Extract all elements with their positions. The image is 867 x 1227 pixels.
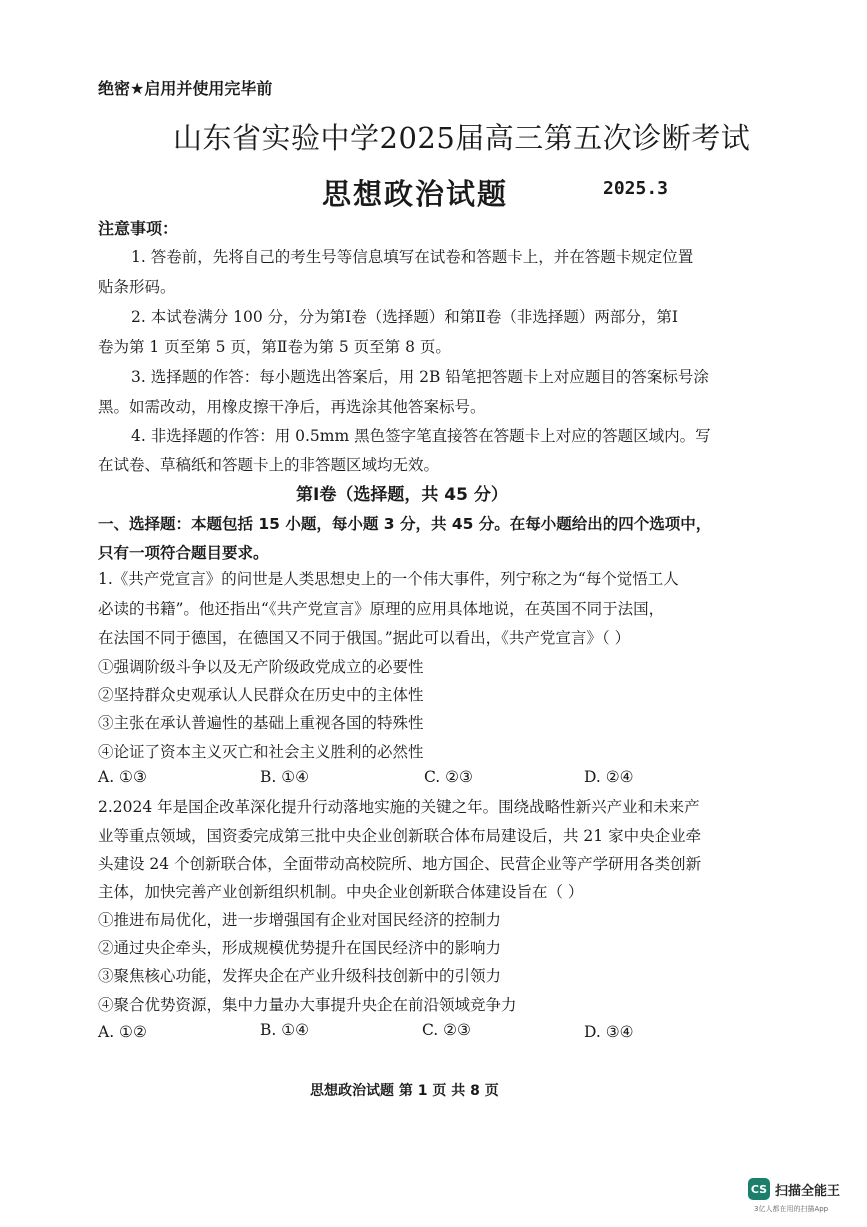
question-1-option-b: B. ①④ xyxy=(260,768,310,786)
question-1-stem: 在法国不同于德国，在德国又不同于俄国。”据此可以看出，《共产党宣言》（ ） xyxy=(98,629,631,647)
question-2-option-b: B. ①④ xyxy=(260,1021,310,1039)
question-2-item: ③聚焦核心功能，发挥央企在产业升级科技创新中的引领力 xyxy=(98,967,502,985)
notes-heading: 注意事项： xyxy=(98,219,179,238)
question-2-item: ④聚合优势资源，集中力量办大事提升央企在前沿领域竞争力 xyxy=(98,996,517,1014)
question-2-stem: 头建设 24 个创新联合体，全面带动高校院所、地方国企、民营企业等产学研用各类创新 xyxy=(98,855,702,873)
question-2-option-c: C. ②③ xyxy=(422,1021,471,1039)
section-title: 第Ⅰ卷（选择题，共 45 分） xyxy=(296,485,508,505)
question-1-option-c: C. ②③ xyxy=(424,768,473,786)
page-footer: 思想政治试题 第 1 页 共 8 页 xyxy=(310,1083,499,1099)
question-1-item: ③主张在承认普遍性的基础上重视各国的特殊性 xyxy=(98,714,424,732)
question-2-item: ②通过央企牵头，形成规模优势提升在国民经济中的影响力 xyxy=(98,939,502,957)
note-line: 4. 非选择题的作答：用 0.5mm 黑色签字笔直接答在答题卡上对应的答题区域内。写 xyxy=(131,427,711,445)
question-1-option-a: A. ①③ xyxy=(98,768,147,786)
question-1-stem: 1.《共产党宣言》的问世是人类思想史上的一个伟大事件，列宁称之为“每个觉悟工人 xyxy=(98,570,679,588)
question-1-item: ④论证了资本主义灭亡和社会主义胜利的必然性 xyxy=(98,743,424,761)
section-instruction: 一、选择题：本题包括 15 小题，每小题 3 分，共 45 分。在每小题给出的四个选项中， xyxy=(98,515,712,533)
question-2-item: ①推进布局优化，进一步增强国有企业对国民经济的控制力 xyxy=(98,911,502,929)
exam-title: 山东省实验中学2025届高三第五次诊断考试 xyxy=(173,121,751,155)
question-2-option-a: A. ①② xyxy=(98,1023,147,1041)
section-instruction: 只有一项符合题目要求。 xyxy=(98,544,269,562)
question-1-stem: 必读的书籍”。他还指出“《共产党宣言》原理的应用具体地说，在英国不同于法国， xyxy=(98,600,665,618)
question-1-item: ②坚持群众史观承认人民群众在历史中的主体性 xyxy=(98,686,424,704)
subject-title: 思想政治试题 xyxy=(322,177,509,211)
note-line: 1. 答卷前，先将自己的考生号等信息填写在试卷和答题卡上，并在答题卡规定位置 xyxy=(131,248,694,266)
note-line: 在试卷、草稿纸和答题卡上的非答题区域均无效。 xyxy=(98,456,440,474)
note-line: 卷为第 1 页至第 5 页，第Ⅱ卷为第 5 页至第 8 页。 xyxy=(98,338,451,356)
note-line: 2. 本试卷满分 100 分，分为第Ⅰ卷（选择题）和第Ⅱ卷（非选择题）两部分，第Ⅰ xyxy=(131,308,678,326)
question-2-stem: 主体，加快完善产业创新组织机制。中央企业创新联合体建设旨在（ ） xyxy=(98,883,584,901)
note-line: 3. 选择题的作答：每小题选出答案后，用 2B 铅笔把答题卡上对应题目的答案标号涂 xyxy=(131,368,709,386)
camscanner-name: 扫描全能王 xyxy=(775,1184,841,1199)
camscanner-logo-icon: CS xyxy=(748,1178,770,1200)
note-line: 贴条形码。 xyxy=(98,278,176,296)
question-1-item: ①强调阶级斗争以及无产阶级政党成立的必要性 xyxy=(98,658,424,676)
camscanner-slogan: 3亿人都在用的扫描App xyxy=(754,1205,829,1213)
question-2-stem: 业等重点领域，国资委完成第三批中央企业创新联合体布局建设后，共 21 家中央企业牵 xyxy=(98,827,702,845)
confidential-mark: 绝密★启用并使用完毕前 xyxy=(98,79,273,98)
question-1-option-d: D. ②④ xyxy=(584,768,634,786)
exam-date: 2025.3 xyxy=(603,178,669,199)
question-2-option-d: D. ③④ xyxy=(584,1023,634,1041)
note-line: 黑。如需改动，用橡皮擦干净后，再选涂其他答案标号。 xyxy=(98,398,486,416)
question-2-stem: 2.2024 年是国企改革深化提升行动落地实施的关键之年。围绕战略性新兴产业和未来产 xyxy=(98,798,700,816)
